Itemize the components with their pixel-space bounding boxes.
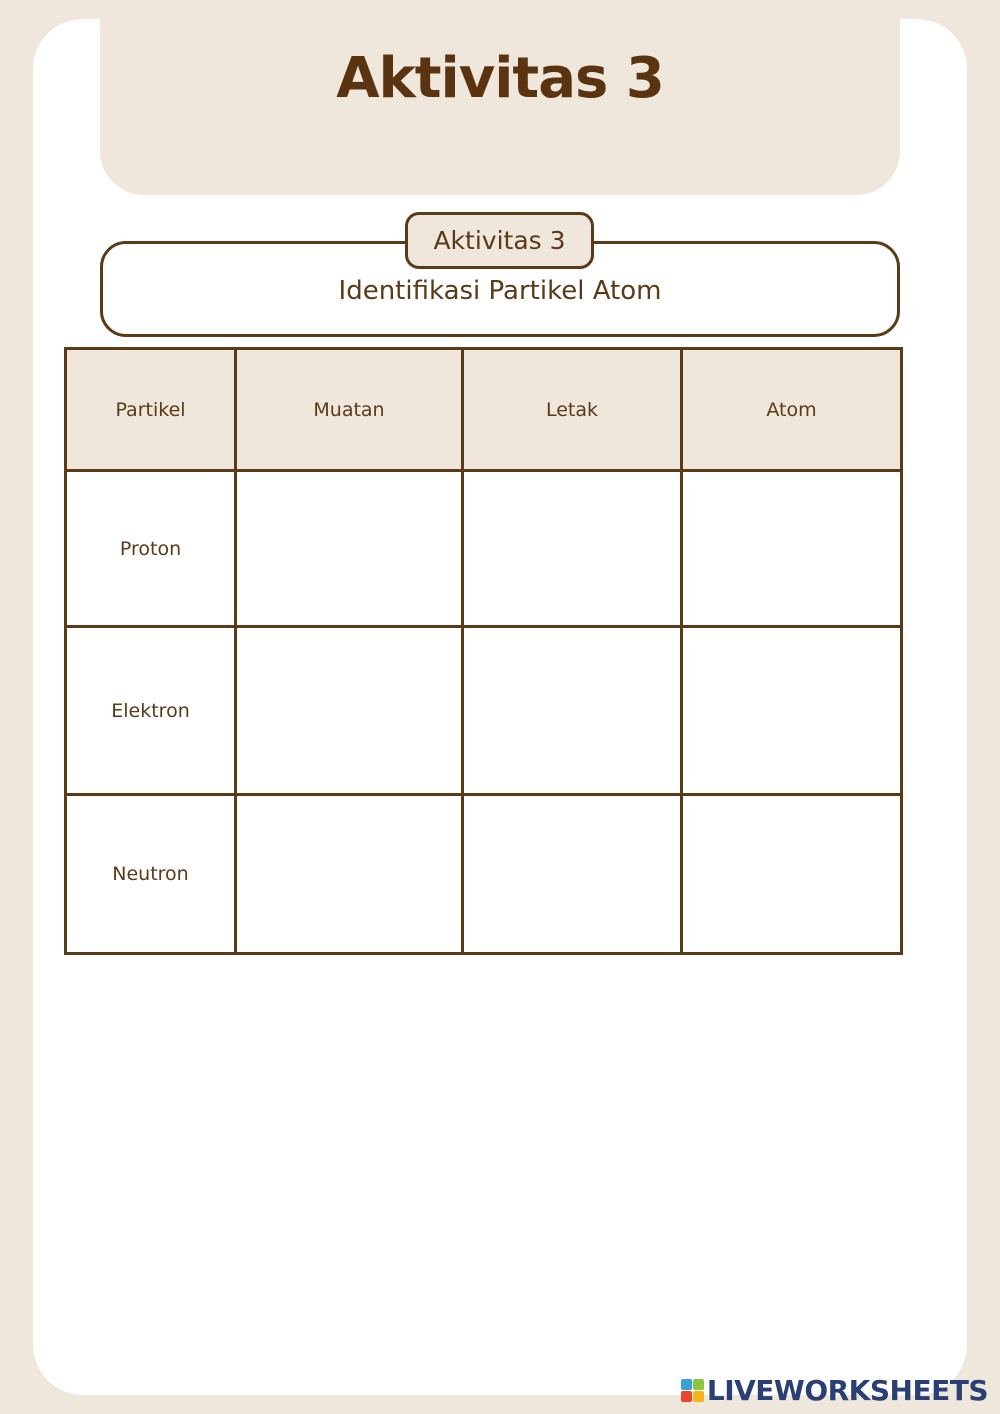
column-header-letak: Letak bbox=[463, 349, 682, 471]
column-header-partikel: Partikel bbox=[66, 349, 236, 471]
answer-cell-proton-letak[interactable] bbox=[463, 471, 682, 627]
logo-square-icon bbox=[681, 1391, 692, 1402]
answer-cell-elektron-letak[interactable] bbox=[463, 627, 682, 795]
row-label-elektron: Elektron bbox=[66, 627, 236, 795]
column-header-muatan: Muatan bbox=[236, 349, 463, 471]
row-label-neutron: Neutron bbox=[66, 795, 236, 954]
particle-table bbox=[64, 347, 903, 955]
table-row bbox=[66, 627, 902, 795]
liveworksheets-icon bbox=[681, 1379, 705, 1403]
logo-square-icon bbox=[693, 1391, 704, 1402]
logo-square-icon bbox=[693, 1379, 704, 1390]
page-title: Aktivitas 3 bbox=[336, 46, 664, 111]
table-row bbox=[66, 795, 902, 954]
answer-cell-neutron-muatan[interactable] bbox=[236, 795, 463, 954]
activity-tab-label: Aktivitas 3 bbox=[405, 212, 594, 269]
answer-cell-elektron-muatan[interactable] bbox=[236, 627, 463, 795]
answer-cell-neutron-letak[interactable] bbox=[463, 795, 682, 954]
liveworksheets-logo bbox=[681, 1374, 988, 1407]
answer-cell-elektron-atom[interactable] bbox=[682, 627, 902, 795]
brand-name: LIVEWORKSHEETS bbox=[706, 1374, 988, 1407]
row-label-proton: Proton bbox=[66, 471, 236, 627]
table-header-row bbox=[66, 349, 902, 471]
answer-cell-proton-atom[interactable] bbox=[682, 471, 902, 627]
answer-cell-proton-muatan[interactable] bbox=[236, 471, 463, 627]
table-row bbox=[66, 471, 902, 627]
answer-cell-neutron-atom[interactable] bbox=[682, 795, 902, 954]
activity-subtitle: Identifikasi Partikel Atom bbox=[338, 276, 662, 306]
logo-square-icon bbox=[681, 1379, 692, 1390]
column-header-atom: Atom bbox=[682, 349, 902, 471]
